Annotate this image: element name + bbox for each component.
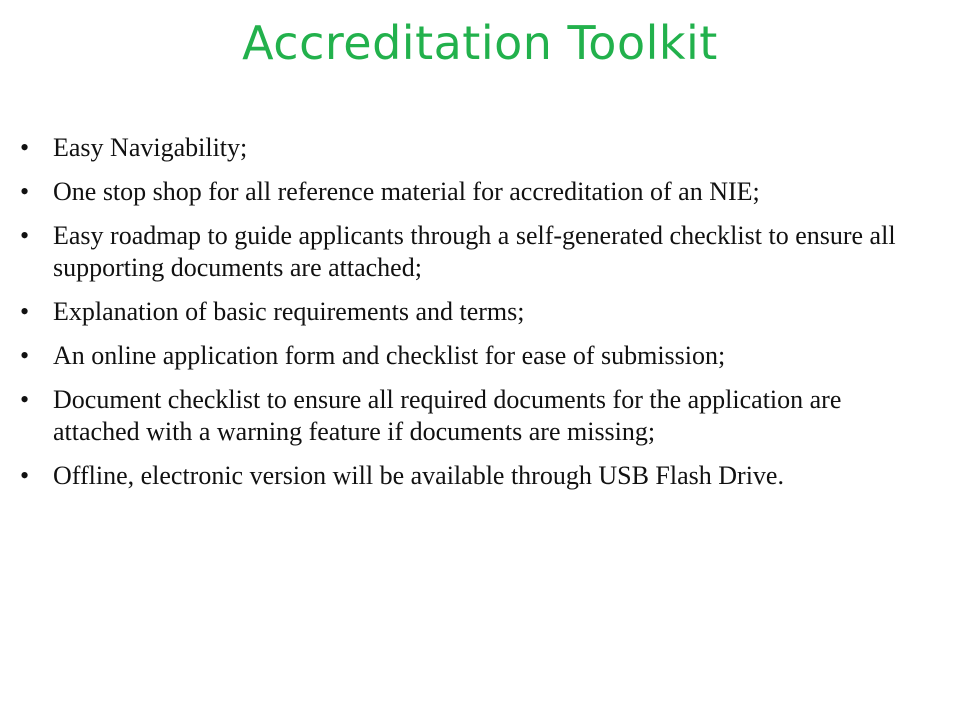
bullet-list <box>20 132 920 504</box>
bullet-text: Document checklist to ensure all required documents for the application are attached with a warning feature if documents are missing; <box>53 385 842 446</box>
bullet-icon: • <box>20 221 30 250</box>
bullet-item <box>20 460 920 492</box>
bullet-text: An online application form and checklist for ease of submission; <box>53 341 726 370</box>
bullet-text: Explanation of basic requirements and terms; <box>53 297 525 326</box>
bullet-item <box>20 176 920 208</box>
bullet-item <box>20 384 920 448</box>
bullet-icon: • <box>20 177 30 206</box>
bullet-text: Offline, electronic version will be available through USB Flash Drive. <box>53 461 784 490</box>
bullet-icon: • <box>20 341 30 370</box>
bullet-icon: • <box>20 297 30 326</box>
bullet-icon: • <box>20 461 30 490</box>
bullet-text: Easy roadmap to guide applicants through a self-generated checklist to ensure all supporting documents are attached; <box>53 221 896 282</box>
bullet-icon: • <box>20 133 30 162</box>
bullet-item <box>20 340 920 372</box>
bullet-icon: • <box>20 385 30 414</box>
bullet-item <box>20 132 920 164</box>
slide-title: Accreditation Toolkit <box>242 16 718 70</box>
bullet-item <box>20 220 920 284</box>
bullet-item <box>20 296 920 328</box>
bullet-text: One stop shop for all reference material for accreditation of an NIE; <box>53 177 760 206</box>
bullet-text: Easy Navigability; <box>53 133 248 162</box>
